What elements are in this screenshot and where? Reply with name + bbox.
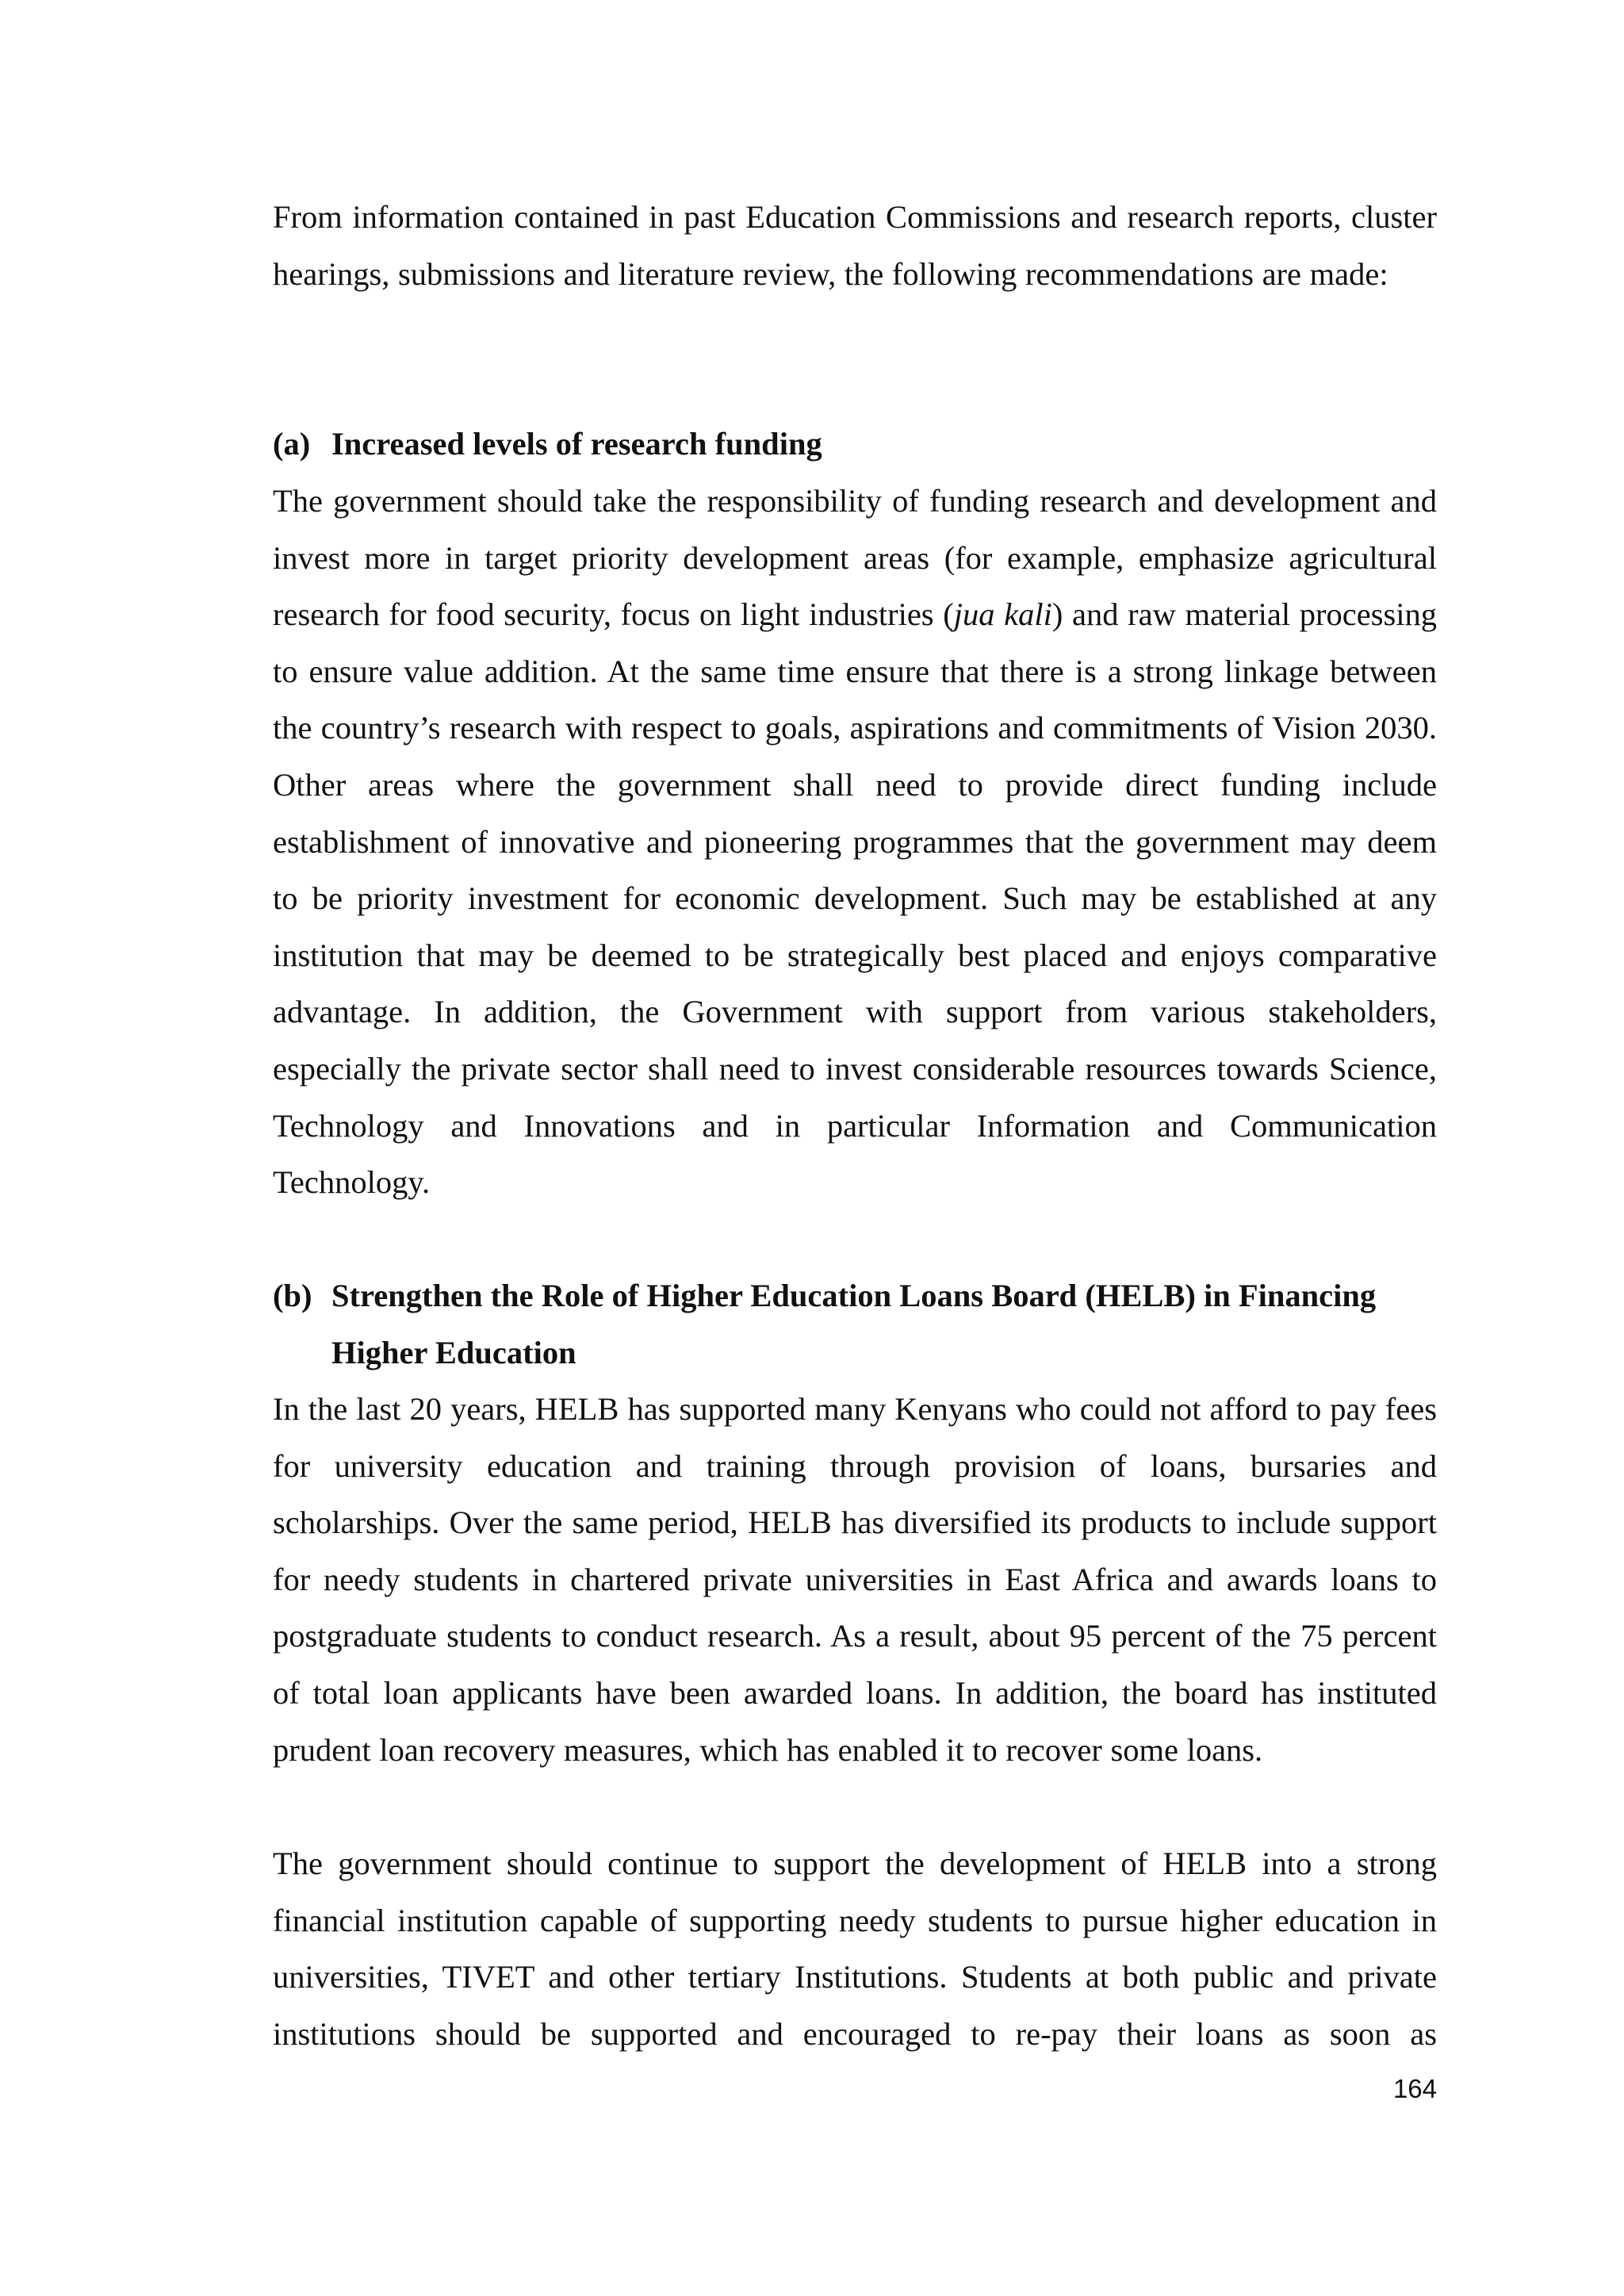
section-a-paragraph-part-2: ) and raw material processing to ensure value addition. At the same time ensure that there is a strong linkage between the country’s research with respect to goals, aspirations and commitments of Vision 2030. Other areas where the government shall need to provide direct funding include establishment of innovative and pioneering programmes that the government may deem to be priority investment for economic development. Such may be established at any institution that may be deemed to be strategically best placed and enjoys comparative advantage. In addition, the Government with support from various stakeholders, especially the private sector shall need to invest considerable resources towards Science, Technology and Innovations and in particular Information and Communication Technology. [273,596,1437,1201]
section-a-heading-text: Increased levels of research funding [331,426,822,462]
section-a-paragraph-italic: jua kali [953,596,1052,633]
section-b-paragraph-1: In the last 20 years, HELB has supported many Kenyans who could not afford to pay fees for university education and training through provision of loans, bursaries and scholarships. Over the same period, HELB has diversified its products to include support for needy students in chartered private universities in East Africa and awards loans to postgraduate students to conduct research. As a result, about 95 percent of the 75 percent of total loan applicants have been awarded loans. In addition, the board has instituted prudent loan recovery measures, which has enabled it to recover some loans. [273,1391,1437,1768]
section-b-heading-text: Strengthen the Role of Higher Education Loans Board (HELB) in Financing Higher Education [331,1278,1377,1370]
section-a-paragraph-part-1: The government should take the responsibility of funding research and development and invest more in target priority development areas (for example, emphasize agricultural research for food security, focus on light industries ( [273,483,1437,633]
section-b-marker: (b) [273,1278,312,1313]
section-b-heading [273,1267,1437,1381]
intro-paragraph: From information contained in past Education Commissions and research reports, cluster hearings, submissions and literature review, the following recommendations are made: [273,199,1437,292]
section-a-paragraph [273,473,1437,1211]
section-a-marker: (a) [273,426,311,462]
page-number: 164 [1392,2074,1437,2103]
section-b-paragraph-2: The government should continue to support the development of HELB into a strong financial institution capable of supporting needy students to pursue higher education in universities, TIVET and other tertiary Institutions. Students at both public and private institutions should be supported and encouraged to re-pay their loans as soon as [273,1846,1437,2052]
section-a-heading [273,416,1437,473]
